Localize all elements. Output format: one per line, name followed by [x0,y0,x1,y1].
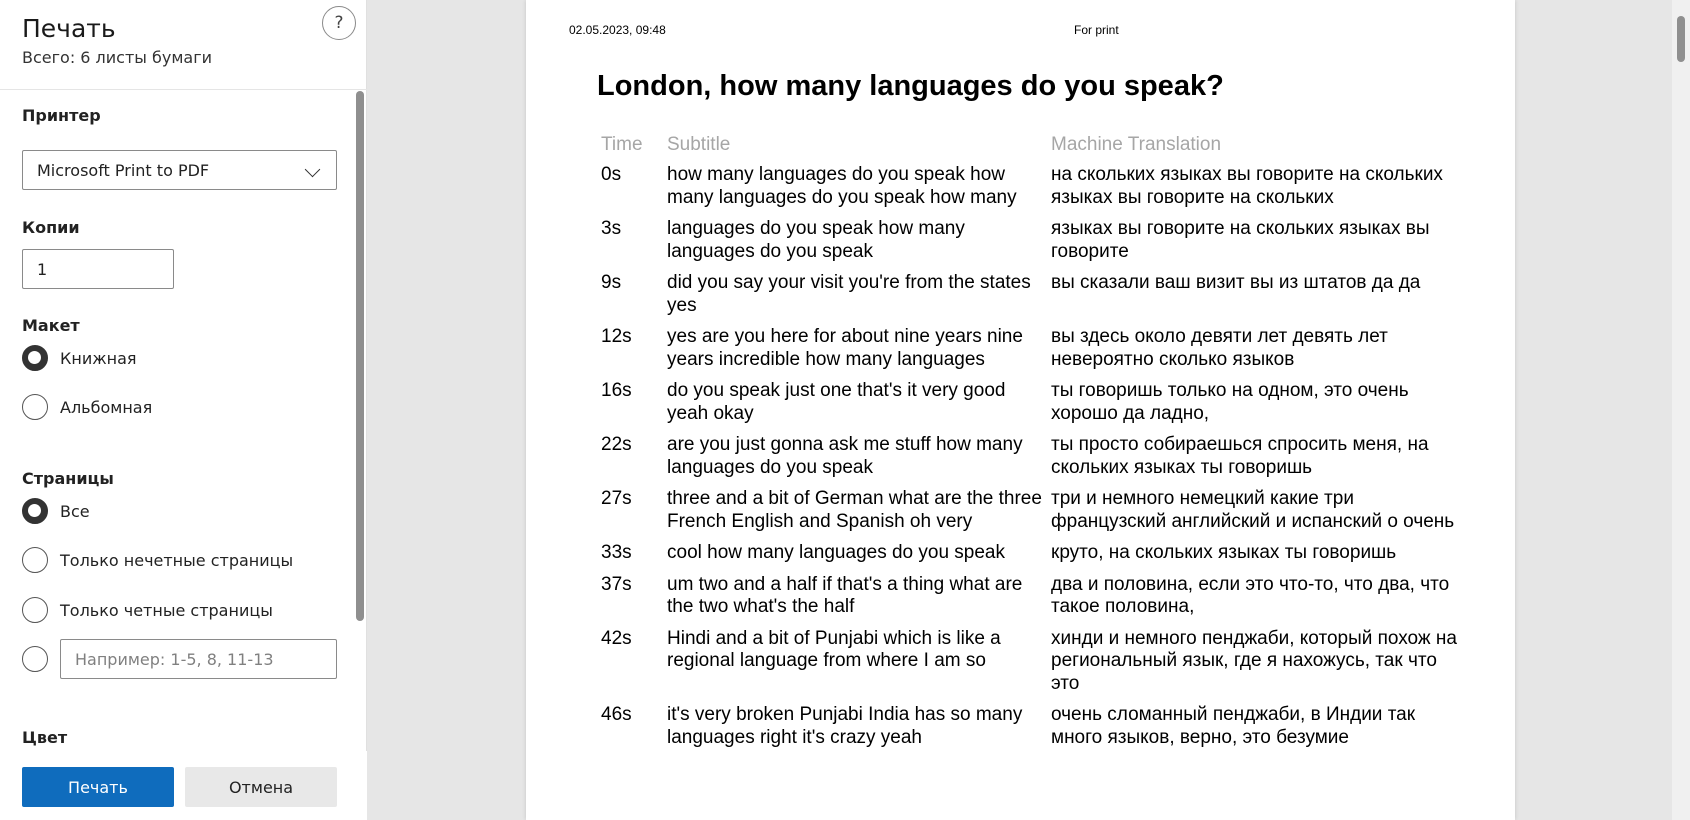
pages-option-label: Только четные страницы [60,600,273,620]
pages-label: Страницы [22,469,114,488]
row-subtitle: three and a bit of German what are the three French English and Spanish oh very [667,488,1042,532]
radio-checked-icon[interactable] [22,498,48,524]
window-scrollbar-thumb[interactable] [1677,16,1685,62]
panel-settings [0,91,367,751]
row-subtitle: um two and a half if that's a thing what are the two what's the half [667,573,1023,617]
layout-label: Макет [22,316,80,335]
row-time: 16s [601,380,632,401]
printer-select[interactable] [22,150,337,190]
row-translation: языках вы говорите на скольких языках вы говорите [1051,218,1430,262]
row-subtitle: are you just gonna ask me stuff how many languages do you speak [667,434,1023,478]
table-row [601,216,1461,270]
table-row [601,572,1461,626]
panel-scrollbar[interactable] [356,91,364,621]
panel-title: Печать [22,14,116,43]
printer-selected-value: Microsoft Print to PDF [37,160,210,180]
table-row [601,270,1461,324]
table-row [601,486,1461,540]
row-time: 22s [601,434,632,455]
pages-option-label: Все [60,501,90,521]
table-row [601,540,1461,572]
pages-option-odd[interactable] [22,547,293,573]
row-translation: хинди и немного пенджаби, который похож на региональный язык, где я нахожусь, так что это [1051,627,1457,694]
printer-label: Принтер [22,106,101,125]
row-subtitle: do you speak just one that's it very good yeah okay [667,380,1006,424]
row-subtitle: languages do you speak how many languages do you speak [667,218,965,262]
cancel-button[interactable]: Отмена [185,767,337,807]
layout-option-portrait[interactable] [22,345,137,371]
layout-option-landscape[interactable] [22,394,152,420]
radio-unchecked-icon[interactable] [22,597,48,623]
panel-header [0,0,367,90]
table-row [601,324,1461,378]
subtitle-table [597,132,1465,756]
row-translation: ты говоришь только на одном, это очень хорошо да ладно, [1051,380,1409,424]
table-row [601,432,1461,486]
radio-unchecked-icon[interactable] [22,646,48,672]
chevron-down-icon [305,162,321,178]
radio-checked-icon[interactable] [22,345,48,371]
row-subtitle: it's very broken Punjabi India has so many languages right it's crazy yeah [667,704,1023,748]
row-translation: на скольких языках вы говорите на скольких языках вы говорите на скольких [1051,164,1443,208]
help-button[interactable] [322,6,356,40]
row-subtitle: yes are you here for about nine years nine years incredible how many languages [667,326,1023,370]
row-translation: круто, на скольких языках ты говоришь [1051,542,1397,563]
row-time: 27s [601,488,632,509]
row-subtitle: did you say your visit you're from the states yes [667,272,1031,316]
row-translation: вы сказали ваш визит вы из штатов да да [1051,272,1421,293]
window-scrollbar[interactable] [1672,0,1690,820]
radio-unchecked-icon[interactable] [22,547,48,573]
radio-unchecked-icon[interactable] [22,394,48,420]
layout-option-label: Книжная [60,348,137,368]
row-time: 9s [601,272,622,293]
pages-option-custom[interactable] [22,646,60,672]
pages-option-even[interactable] [22,597,273,623]
print-button[interactable]: Печать [22,767,174,807]
row-translation: два и половина, если это что-то, что два, что такое половина, [1051,573,1450,617]
row-translation: ты просто собираешься спросить меня, на скольких языках ты говоришь [1051,434,1429,478]
print-preview [368,0,1672,820]
row-time: 0s [601,164,622,185]
row-time: 46s [601,704,632,725]
copies-label: Копии [22,218,80,237]
row-time: 3s [601,218,622,239]
row-subtitle: how many languages do you speak how many languages do you speak how many [667,164,1017,208]
layout-option-label: Альбомная [60,397,153,417]
color-label: Цвет [22,728,68,747]
column-header-subtitle: Subtitle [667,134,731,155]
panel-scrollbar-thumb[interactable] [356,91,364,621]
print-panel [0,0,367,820]
row-translation: три и немного немецкий какие три французский английский и испанский о очень [1051,488,1455,532]
row-time: 42s [601,627,632,649]
copies-input[interactable] [22,249,174,289]
table-header-row [601,132,1461,162]
row-subtitle: cool how many languages do you speak [667,542,1006,563]
row-translation: вы здесь около девяти лет девять лет невероятно сколько языков [1051,326,1388,370]
pages-option-label: Только нечетные страницы [60,550,294,570]
preview-page [526,0,1515,820]
help-icon: ? [334,13,344,33]
table-row [601,378,1461,432]
document-title: London, how many languages do you speak? [597,70,1224,102]
custom-pages-input[interactable] [60,639,337,679]
table-row [601,162,1461,216]
page-header-date: 02.05.2023, 09:48 [569,23,666,37]
row-time: 33s [601,542,632,563]
column-header-translation: Machine Translation [1051,134,1222,155]
sheet-count: Всего: 6 листы бумаги [22,48,213,67]
row-time: 37s [601,573,632,595]
column-header-time: Time [601,134,643,155]
table-row [601,626,1461,703]
page-header-title: For print [1074,23,1119,37]
row-subtitle: Hindi and a bit of Punjabi which is like a regional language from where I am so [667,627,1001,671]
pages-option-all[interactable] [22,498,90,524]
panel-footer [0,751,367,820]
table-row [601,702,1461,756]
row-time: 12s [601,326,632,347]
row-translation: очень сломанный пенджаби, в Индии так много языков, верно, это безумие [1051,704,1416,748]
